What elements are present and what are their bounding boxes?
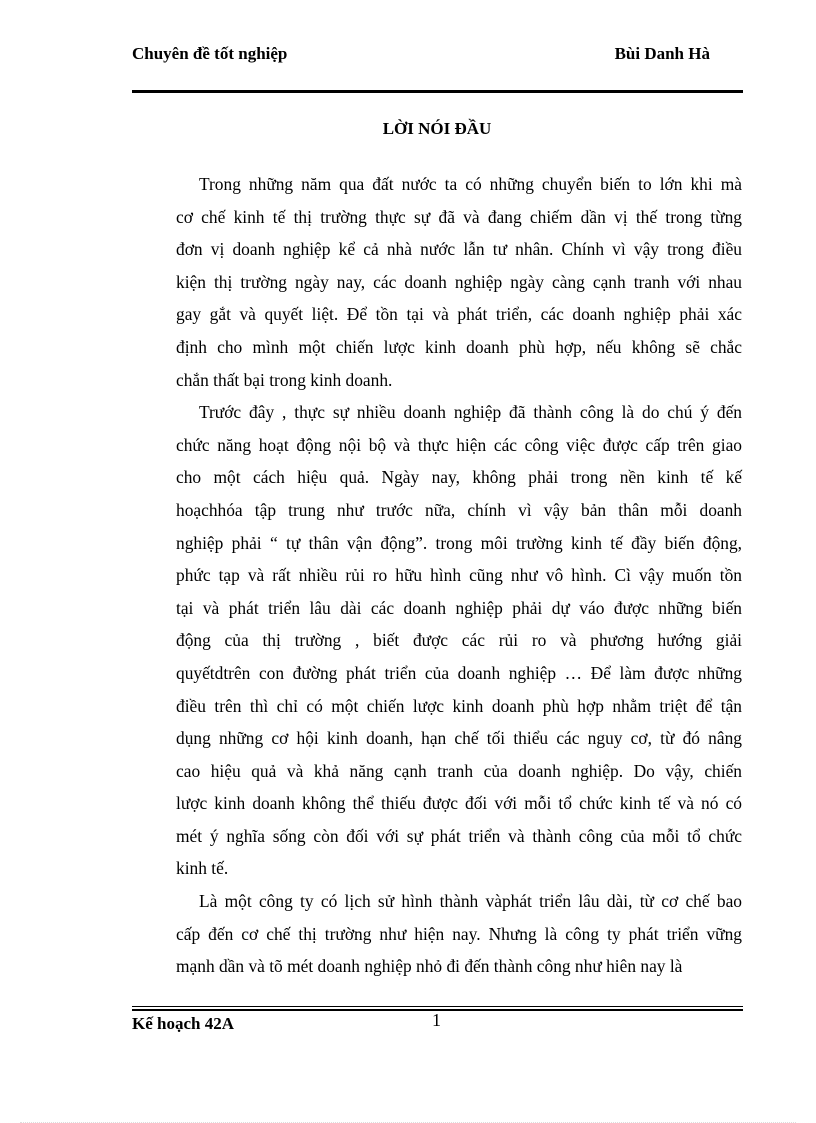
- paragraph-line: hoạchhóa tập trung như trước nữa, chính vì vậy bản thân mỗi doanh: [176, 499, 742, 520]
- paragraph-line: chức năng hoạt động nội bộ và thực hiện các công việc được cấp trên giao: [176, 434, 742, 455]
- paragraph-line: định cho mình một chiến lược kinh doanh phù hợp, nếu không sẽ chắc: [176, 336, 742, 357]
- paragraph-line: phức tạp và rất nhiều rủi ro hữu hình cũng như vô hình. Cì vậy muốn tồn: [176, 565, 742, 586]
- header-document-type: Chuyên đề tốt nghiệp: [132, 44, 288, 63]
- paragraph-line: nghiệp phải “ tự thân vận động”. trong môi trường kinh tế đầy biến động,: [176, 532, 742, 553]
- section-title: LỜI NÓI ĐẦU: [382, 119, 492, 138]
- paragraph: [176, 396, 742, 885]
- paragraph-line: cao hiệu quả và khả năng cạnh tranh của doanh nghiệp. Do vậy, chiến: [176, 760, 742, 781]
- header-divider: [132, 90, 743, 93]
- footer-class: Kế hoạch 42A: [132, 1014, 234, 1033]
- paragraph-line: Là một công ty có lịch sử hình thành vàphát triển lâu dài, từ cơ chế bao: [199, 891, 742, 912]
- paragraph-line: điều trên thì chỉ có một chiến lược kinh doanh phù hợp nhằm triệt để tận: [176, 695, 742, 716]
- page-number: 1: [432, 1010, 441, 1030]
- paragraph-line: cơ chế kinh tế thị trường thực sự đã và đang chiếm dần vị thế trong từng: [176, 206, 742, 227]
- paragraph-line: quyếtdtrên con đường phát triển của doanh nghiệp … Để làm được những: [176, 662, 742, 683]
- body-text: [176, 168, 742, 983]
- paragraph: [176, 168, 742, 396]
- paragraph-line: mét ý nghĩa sống còn đối với sự phát triển và thành công của mỗi tổ chức: [176, 825, 742, 846]
- paragraph-line: chắn thất bại trong kinh doanh.: [176, 369, 393, 390]
- paragraph-line: Trước đây , thực sự nhiều doanh nghiệp đã thành công là do chú ý đến: [199, 402, 742, 423]
- paragraph-line: gay gắt và quyết liệt. Để tồn tại và phát triển, các doanh nghiệp phải xác: [176, 304, 742, 325]
- header-author: Bùi Danh Hà: [614, 44, 710, 63]
- page-header: [132, 44, 742, 70]
- paragraph-line: kinh tế.: [176, 858, 229, 879]
- paragraph-line: động của thị trường , biết được các rủi ro và phương hướng giải: [176, 630, 742, 651]
- footer-divider-thin: [132, 1006, 743, 1007]
- paragraph-line: đơn vị doanh nghiệp kể cả nhà nước lẫn tư nhân. Chính vì vậy trong điều: [176, 239, 742, 260]
- paragraph: [176, 885, 742, 983]
- paragraph-line: kiện thị trường ngày nay, các doanh nghiệp ngày càng cạnh tranh với nhau: [176, 271, 742, 292]
- paragraph-line: cấp đến cơ chế thị trường như hiện nay. Nhưng là công ty phát triển vững: [176, 923, 742, 944]
- paragraph-line: tại và phát triển lâu dài các doanh nghiệp phải dự váo được những biến: [176, 597, 742, 618]
- paragraph-line: mạnh dần và tõ mét doanh nghiệp nhỏ đi đến thành công như hiên nay là: [176, 956, 683, 977]
- paragraph-line: lược kinh doanh không thể thiếu được đối với mỗi tổ chức kinh tế và nó có: [176, 793, 742, 814]
- paragraph-line: dụng những cơ hội kinh doanh, hạn chế tối thiểu các nguy cơ, từ đó nâng: [176, 728, 742, 749]
- paragraph-line: Trong những năm qua đất nước ta có những chuyển biến to lớn khi mà: [199, 174, 742, 194]
- paragraph-line: cho một cách hiệu quả. Ngày nay, không phải trong nền kinh tế kế: [176, 467, 742, 488]
